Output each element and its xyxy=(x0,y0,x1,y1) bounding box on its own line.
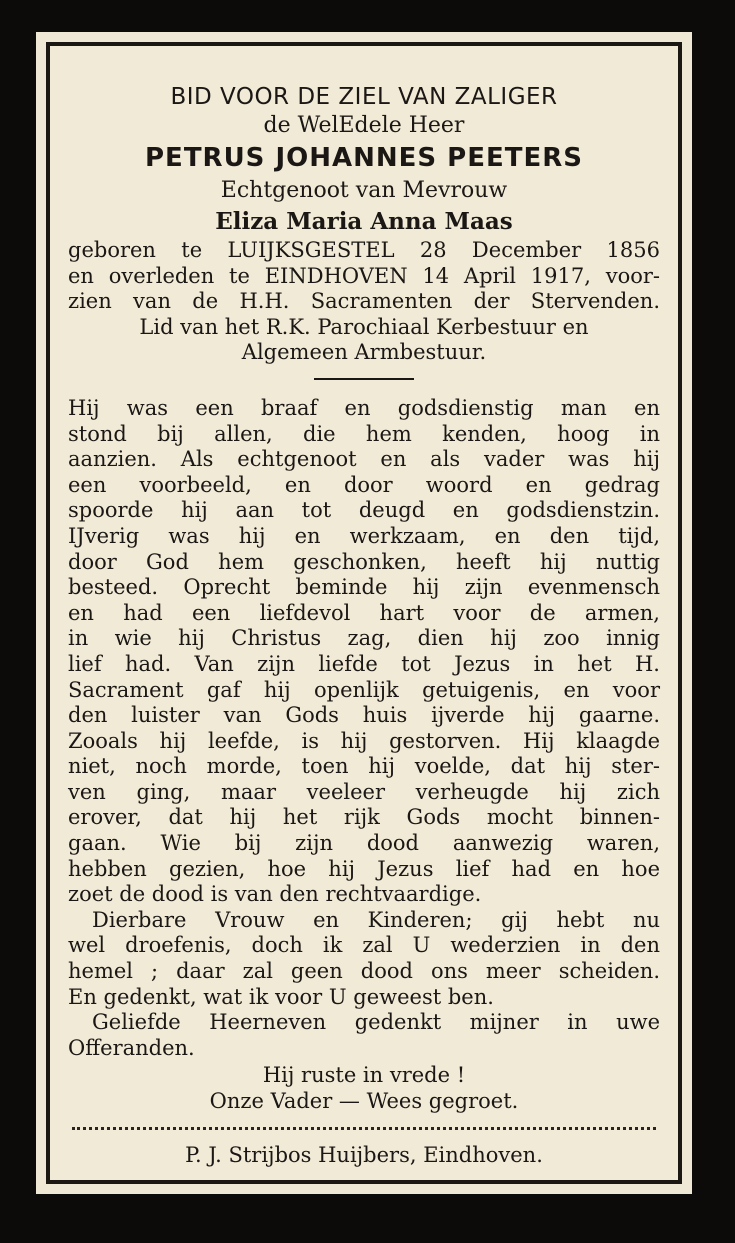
text-line: Geliefde Heerneven gedenkt mijner in uwe xyxy=(92,1010,660,1035)
bio-line: zien van de H.H. Sacramenten der Stervenden. xyxy=(68,289,660,314)
deceased-name: PETRUS JOHANNES PEETERS xyxy=(145,143,583,173)
text-line: erover, dat hij het rijk Gods mocht binnen- xyxy=(68,805,660,830)
text-line: Dierbare Vrouw en Kinderen; gij hebt nu xyxy=(92,907,660,932)
text-line: stond bij allen, die hem kenden, hoog in xyxy=(68,421,660,446)
honorific: de WelEdele Heer xyxy=(263,113,465,138)
card-border xyxy=(36,32,692,1194)
text-line: niet, noch morde, toen hij voelde, dat hij ster- xyxy=(68,754,660,779)
spouse-name: Eliza Maria Anna Maas xyxy=(215,208,513,235)
bio-line: geboren te LUIJKSGESTEL 28 December 1856 xyxy=(68,238,660,262)
text-line: en had een liefdevol hart voor de armen, xyxy=(68,600,660,625)
text-line: Zooals hij leefde, is hij gestorven. Hij klaagde xyxy=(68,728,660,753)
closing-prayer: Onze Vader — Wees gegroet. xyxy=(209,1089,519,1113)
text-line: spoorde hij aan tot deugd en godsdienstzin. xyxy=(68,498,660,523)
text-line: besteed. Oprecht beminde hij zijn evenmensch xyxy=(68,575,660,600)
printer-imprint: P. J. Strijbos Huijbers, Eindhoven. xyxy=(185,1142,543,1167)
text-line: gaan. Wie bij zijn dood aanwezig waren, xyxy=(68,831,660,856)
text-line: hebben gezien, hoe hij Jezus lief had en hoe xyxy=(68,856,660,881)
eulogy-text xyxy=(68,396,660,1061)
text-line: Sacrament gaf hij openlijk getuigenis, en voor xyxy=(68,677,660,702)
text-line: een voorbeeld, en door woord en gedrag xyxy=(68,472,660,497)
text-line: door God hem geschonken, heeft hij nuttig xyxy=(68,549,660,574)
text-line: Hij was een braaf en godsdienstig man en xyxy=(68,395,660,420)
prayer-heading: BID VOOR DE ZIEL VAN ZALIGER xyxy=(170,84,558,110)
text-line: den luister van Gods huis ijverde hij gaarne. xyxy=(68,703,660,728)
dotted-divider xyxy=(72,1127,656,1130)
bio-line: Lid van het R.K. Parochiaal Kerbestuur en xyxy=(139,314,589,339)
bio-line: en overleden te EINDHOVEN 14 April 1917, voor- xyxy=(68,263,660,288)
divider-rule xyxy=(314,378,414,380)
text-line: aanzien. Als echtgenoot en als vader was hij xyxy=(68,447,660,472)
text-line: zoet de dood is van den rechtvaardige. xyxy=(68,882,482,907)
spouse-intro: Echtgenoot van Mevrouw xyxy=(220,178,508,203)
text-line: En gedenkt, wat ik voor U geweest ben. xyxy=(68,984,494,1009)
biography xyxy=(68,238,660,366)
text-line: wel droefenis, doch ik zal U wederzien in den xyxy=(68,933,660,958)
bio-line: Algemeen Armbestuur. xyxy=(241,340,487,365)
text-line: ven ging, maar veeleer verheugde hij zich xyxy=(68,779,660,804)
text-line: lief had. Van zijn liefde tot Jezus in het H. xyxy=(68,651,660,676)
text-line: IJverig was hij en werkzaam, en den tijd, xyxy=(68,523,660,548)
text-line: in wie hij Christus zag, dien hij zoo innig xyxy=(68,626,660,651)
rest-in-peace: Hij ruste in vrede ! xyxy=(262,1063,466,1088)
text-line: hemel ; daar zal geen dood ons meer scheiden. xyxy=(68,959,660,984)
card-content xyxy=(46,42,682,1184)
text-line: Offeranden. xyxy=(68,1035,195,1060)
